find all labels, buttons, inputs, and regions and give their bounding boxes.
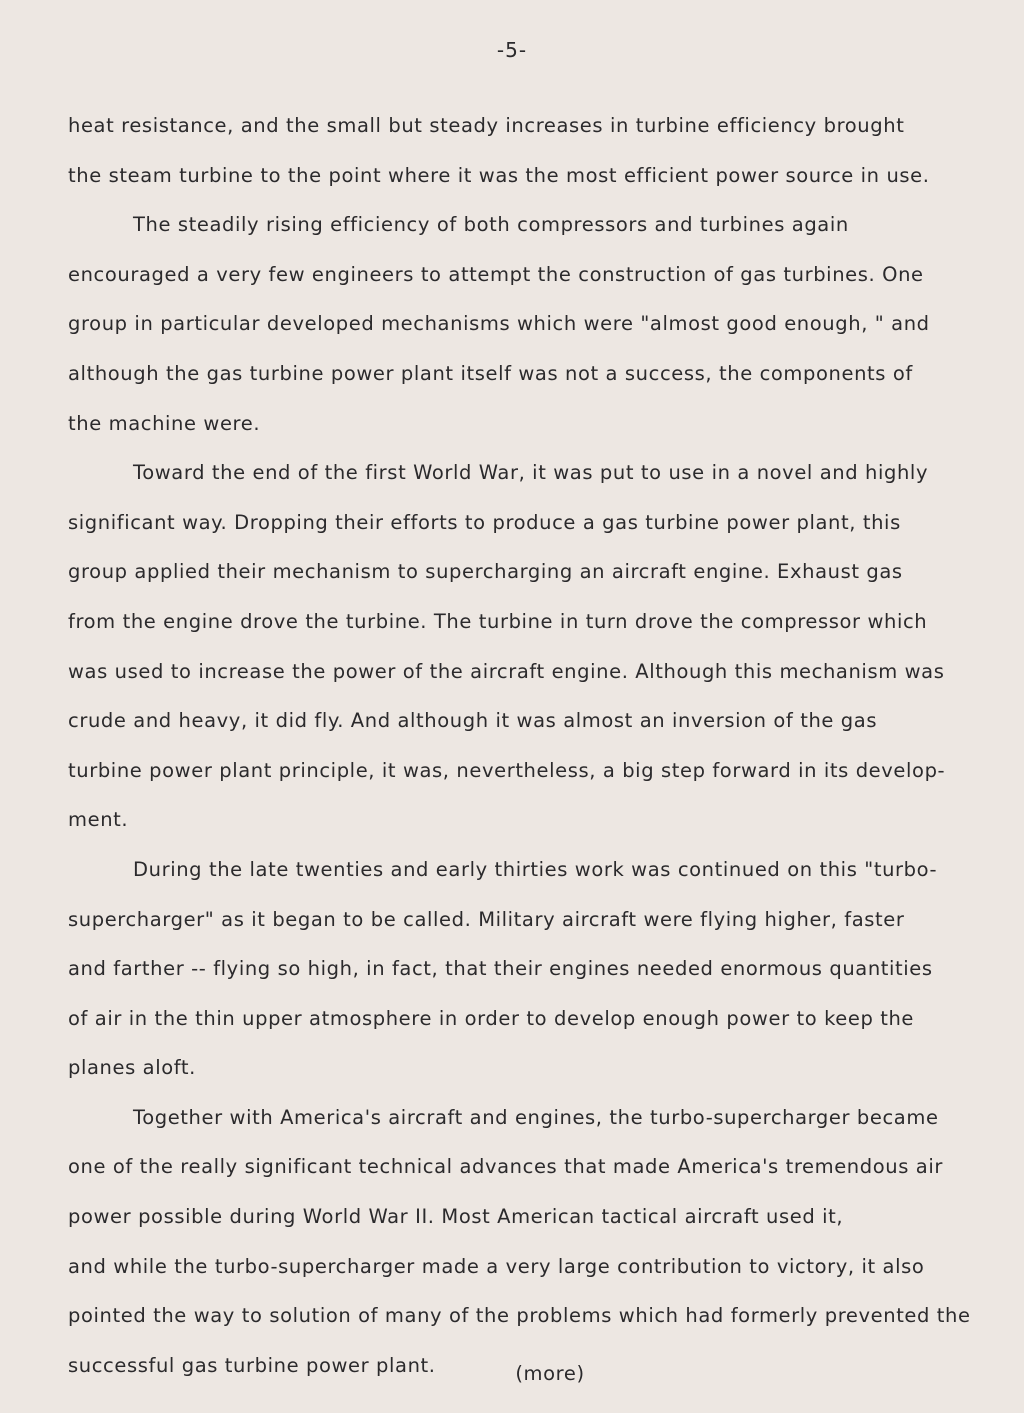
text-line: crude and heavy, it did fly. And although it was almost an inversion of the gas — [68, 709, 878, 733]
text-line: pointed the way to solution of many of the problems which had formerly prevented the — [68, 1304, 971, 1328]
paragraph-start-line: Toward the end of the first World War, it was put to use in a novel and highly — [133, 461, 929, 485]
text-line: although the gas turbine power plant itself was not a success, the components of — [68, 361, 913, 385]
text-line: the machine were. — [68, 411, 261, 435]
text-line: the steam turbine to the point where it was the most efficient power source in use. — [68, 163, 930, 187]
text-line: encouraged a very few engineers to attempt the construction of gas turbines. One — [68, 262, 924, 286]
text-line: and while the turbo-supercharger made a very large contribution to victory, it also — [68, 1254, 925, 1278]
text-line: supercharger" as it began to be called. Military aircraft were flying higher, faster — [68, 907, 905, 931]
text-line: and farther -- flying so high, in fact, that their engines needed enormous quantities — [68, 957, 933, 981]
text-line: group applied their mechanism to supercharging an aircraft engine. Exhaust gas — [68, 560, 903, 584]
page-number: -5- — [496, 38, 528, 62]
text-line: planes aloft. — [68, 1056, 196, 1080]
text-line: of air in the thin upper atmosphere in order to develop enough power to keep the — [68, 1006, 915, 1030]
paragraph-start-line: During the late twenties and early thirties work was continued on this "turbo- — [133, 857, 938, 881]
text-line: power possible during World War II. Most American tactical aircraft used it, — [68, 1205, 844, 1229]
text-line: successful gas turbine power plant. — [68, 1353, 436, 1377]
body-text — [68, 106, 1008, 1395]
paragraph-start-line: The steadily rising efficiency of both compressors and turbines again — [133, 213, 849, 237]
text-line: from the engine drove the turbine. The turbine in turn drove the compressor which — [68, 609, 928, 633]
text-line: group in particular developed mechanisms which were "almost good enough, " and — [68, 312, 930, 336]
text-line: heat resistance, and the small but steady increases in turbine efficiency brought — [68, 114, 905, 137]
paragraph-start-line: Together with America's aircraft and engines, the turbo-supercharger became — [133, 1105, 939, 1129]
text-line: was used to increase the power of the aircraft engine. Although this mechanism was — [68, 659, 945, 683]
text-line: ment. — [68, 808, 129, 832]
text-line: significant way. Dropping their efforts to produce a gas turbine power plant, this — [68, 510, 901, 534]
text-line: turbine power plant principle, it was, nevertheless, a big step forward in its develop- — [68, 758, 946, 782]
continuation-marker: (more) — [515, 1362, 585, 1385]
text-line: one of the really significant technical advances that made America's tremendous air — [68, 1155, 943, 1179]
